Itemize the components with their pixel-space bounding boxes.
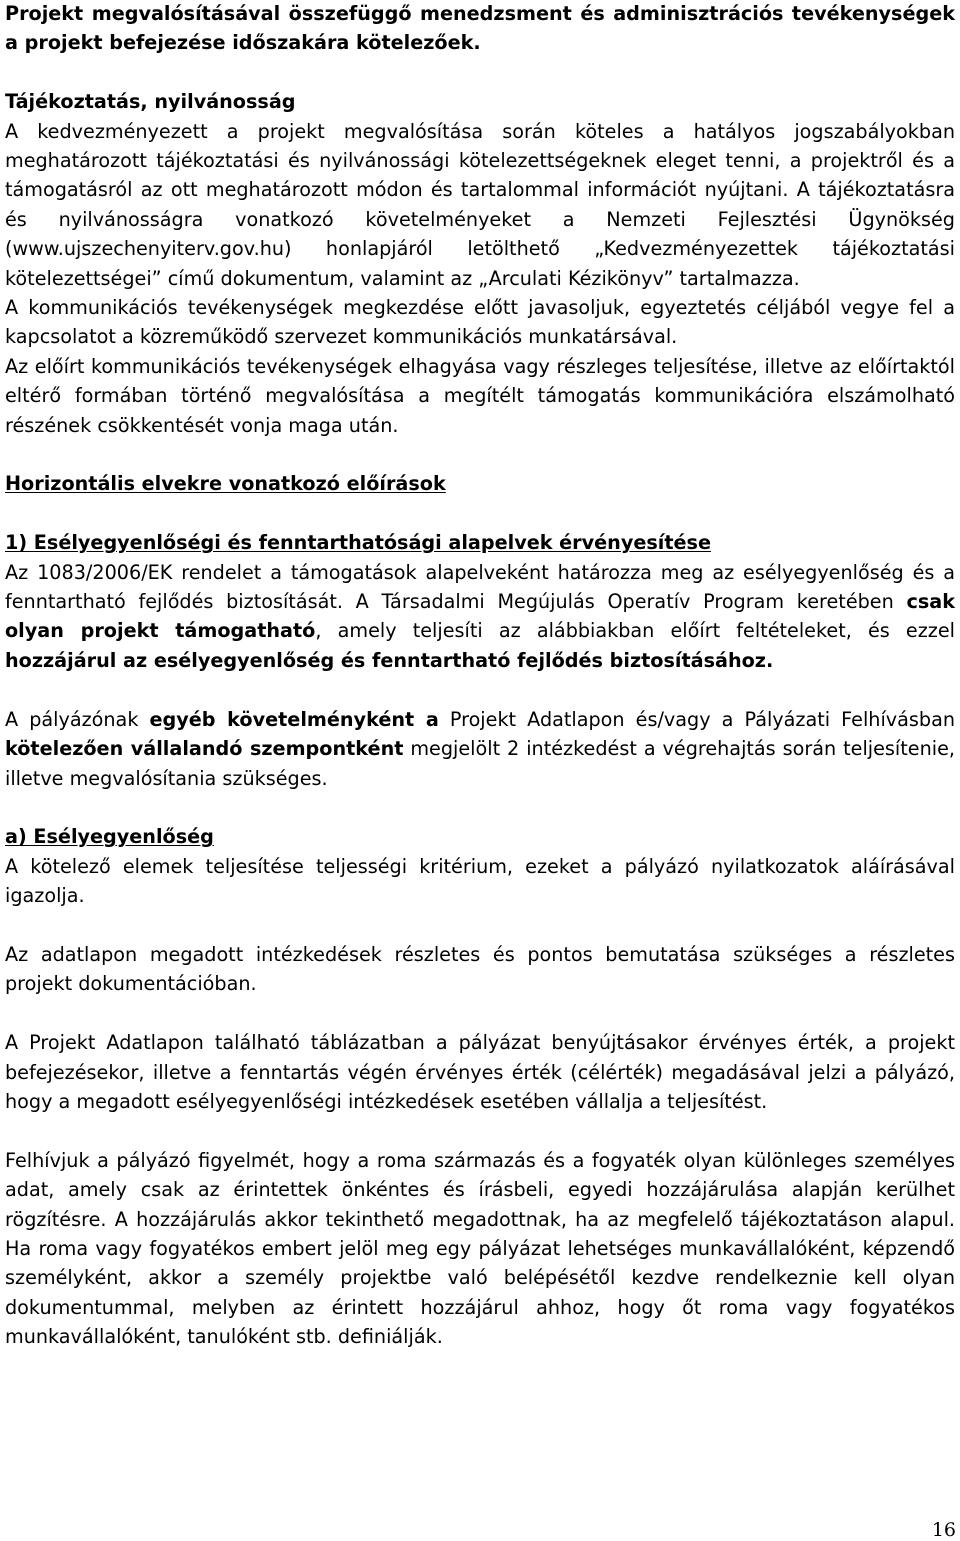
emphasis-run: egyéb követelményként a [149,707,439,731]
subsection-a-paragraph-2: Az adatlapon megadott intézkedések részletes és pontos bemutatása szükséges a részletes projekt dokumentációban. [5,942,955,996]
text-run: , amely teljesíti az alábbiakban előírt feltételeket, és ezzel [315,619,956,643]
subsection-a-paragraph-1: A kötelező elemek teljesítése teljességi kritérium, ezeket a pályázó nyilatkozatok aláírásával igazolja. [5,854,955,908]
subsection-a-paragraph-4: Felhívjuk a pályázó figyelmét, hogy a roma származás és a fogyaték olyan különleges személyes adat, amely csak az érintettek önkéntes és írásbeli, egyedi hozzájárulása alapján kerülhet rögzítésre. A hozzájárulás akkor tekinthető megadottnak, ha az megfelelő tájékoztatáson alapul. Ha roma vagy fogyatékos embert jelöl meg egy pályázat lehetséges munkavállalóként, képzendő személyként, akkor a személy projektbe való belépésétől kezdve rendelkeznie kell olyan dokumentummal, melyben az érintett hozzájárul ahhoz, hogy őt roma vagy fogyatékos munkavállalóként, tanulóként stb. definiálják. [5,1148,955,1349]
document-page [5,0,955,1352]
text-run: Az 1083/2006/EK rendelet a támogatások alapelveként határozza meg az esélyegyenlőség és a fenntartható fejlődés biztosítását. A Társadalmi Megújulás Operatív Program keretében [5,560,955,614]
text-run: Projekt Adatlapon és/vagy a Pályázati Felhívásban [438,707,955,731]
spacer [5,675,955,704]
emphasis-run: hozzájárul az esélyegyenlőség és fenntartható fejlődés biztosításához. [5,648,774,672]
info-paragraph-2: A kommunikációs tevékenységek megkezdése előtt javasoljuk, egyeztetés céljából vegye fel a kapcsolatot a közreműködő szervezet kommunikációs munkatársával. [5,296,955,349]
spacer [5,58,955,87]
spacer [5,440,955,469]
subsection-a-heading: a) Esélyegyenlőség [5,825,214,849]
intro-heading: Projekt megvalósításával összefüggő menedzsment és adminisztrációs tevékenységek a projekt befejezése időszakára kötelezőek. [5,2,955,55]
info-paragraph-1: A kedvezményezett a projekt megvalósítása során köteles a hatályos jogszabályokban meghatározott tájékoztatási és nyilvánossági kötelezettségeknek eleget tenni, a projektről és a támogatásról az ott meghatározott módon és tartalommal információt nyújtani. A tájékoztatásra és nyilvánosságra vonatkozó követelményeket a Nemzeti Fejlesztési Ügynökség (www.ujszechenyiterv.gov.hu) honlapjáról letölthető „Kedvezményezettek tájékoztatási kötelezettségei” című dokumentum, valamint az „Arculati Kézikönyv” tartalmazza. [5,119,955,290]
horizontal-section-heading: Horizontális elvekre vonatkozó előírások [5,472,446,496]
emphasis-run: csak olyan projekt támogatható [5,590,955,643]
subsection-1-heading: 1) Esélyegyenlőségi és fenntarthatósági alapelvek érvényesítése [5,531,711,555]
text-run: A pályázónak [5,707,150,731]
spacer [5,793,955,822]
subsection-a-paragraph-3: A Projekt Adatlapon található táblázatban a pályázat benyújtásakor érvényes érték, a projekt befejezésekor, illetve a fenntartás végén érvényes érték (célérték) megadásával jelzi a pályázó, hogy a megadott esélyegyenlőségi intézkedések esetében vállalja a teljesítést. [5,1031,955,1113]
text-run: megjelölt 2 intézkedést a végrehajtás során teljesítenie, illetve megvalósítania szükséges. [5,737,955,790]
subsection-1-paragraph-2 [5,705,955,793]
page-number: 16 [931,1519,956,1541]
emphasis-run: kötelezően vállalandó szempontként [5,737,404,761]
spacer [5,911,955,940]
spacer [5,499,955,528]
spacer [5,1116,955,1145]
subsection-1-paragraph-1 [5,558,955,676]
info-section-heading: Tájékoztatás, nyilvánosság [5,90,296,114]
spacer [5,999,955,1028]
info-paragraph-3: Az előírt kommunikációs tevékenységek elhagyása vagy részleges teljesítése, illetve az előírtaktól eltérő formában történő megvalósítása a megítélt támogatás kommunikációra elszámolható részének csökkentését vonja maga után. [5,354,955,437]
